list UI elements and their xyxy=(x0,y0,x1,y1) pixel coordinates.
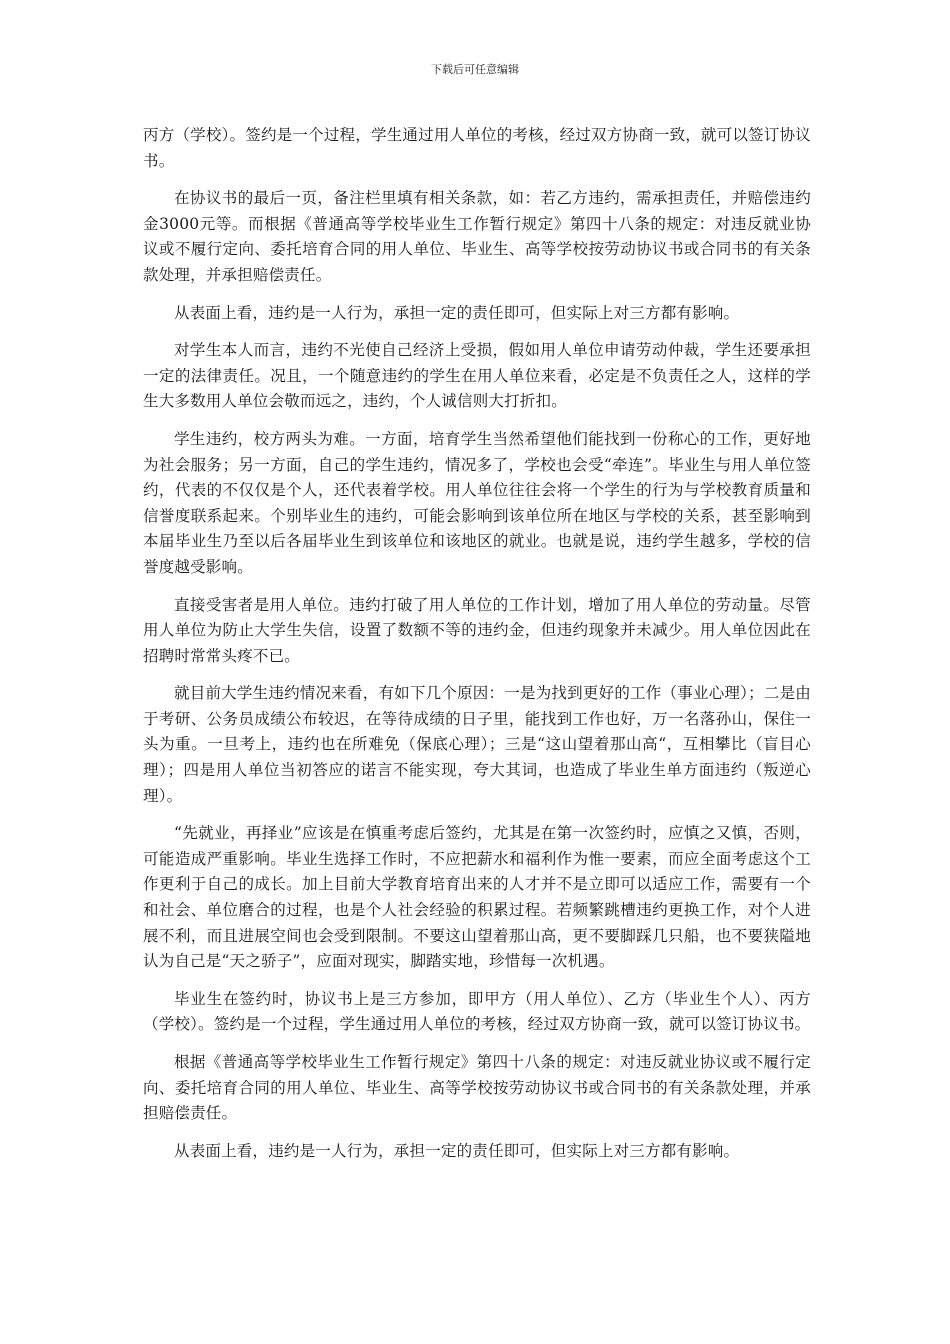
paragraph-agreement-clause: 在协议书的最后一页，备注栏里填有相关条款，如：若乙方违约，需承担责任，并赔偿违约金3000元等。而根据《普通高等学校毕业生工作暂行规定》第四十八条的规定：对违反就业协议或不履行定向、委托培育合同的用人单位、毕业生、高等学校按劳动协议书或合同书的有关条款处理，并承担赔偿责任。 xyxy=(143,189,811,284)
paragraph-surface-view: 从表面上看，违约是一人行为，承担一定的责任即可，但实际上对三方都有影响。 xyxy=(174,303,740,322)
paragraph-continuation: 丙方（学校）。签约是一个过程，学生通过用人单位的考核，经过双方协商一致，就可以签订协议书。 xyxy=(143,126,811,170)
paragraph-employer-impact: 直接受害者是用人单位。违约打破了用人单位的工作计划，增加了用人单位的劳动量。尽管用人单位为防止大学生失信，设置了数额不等的违约金，但违约现象并未减少。用人单位因此在招聘时常常头疼不已。 xyxy=(143,595,811,665)
paragraph-regulation: 根据《普通高等学校毕业生工作暂行规定》第四十八条的规定：对违反就业协议或不履行定向、委托培育合同的用人单位、毕业生、高等学校按劳动协议书或合同书的有关条款处理，并承担赔偿责任。 xyxy=(143,1053,811,1123)
paragraph-school-impact: 学生违约，校方两头为难。一方面，培育学生当然希望他们能找到一份称心的工作，更好地为社会服务；另一方面，自己的学生违约，情况多了，学校也会受“牵连”。毕业生与用人单位签约，代表的不仅仅是个人，还代表着学校。用人单位往往会将一个学生的行为与学校教育质量和信誉度联系起来。个别毕业生的违约，可能会影响到该单位所在地区与学校的关系，甚至影响到本届毕业生乃至以后各届毕业生到该单位和该地区的就业。也就是说，违约学生越多，学校的信誉度越受影响。 xyxy=(143,429,811,576)
page-header: 下载后可任意编辑 xyxy=(431,63,519,76)
paragraph-reasons: 就目前大学生违约情况来看，有如下几个原因：一是为找到更好的工作（事业心理）；二是由于考研、公务员成绩公布较迟，在等待成绩的日子里，能找到工作也好，万一名落孙山，保住一头为重。一旦考上，违约也在所难免（保底心理）；三是“这山望着那山高“，互相攀比（盲目心理）；四是用人单位当初答应的诺言不能实现，夸大其词，也造成了毕业生单方面违约（叛逆心理）。 xyxy=(143,684,811,805)
document-body xyxy=(143,123,811,1176)
paragraph-three-parties: 毕业生在签约时，协议书上是三方参加，即甲方（用人单位）、乙方（毕业生个人）、丙方（学校）。签约是一个过程，学生通过用人单位的考核，经过双方协商一致，就可以签订协议书。 xyxy=(143,989,811,1034)
paragraph-student-impact: 对学生本人而言，违约不光使自己经济上受损，假如用人单位申请劳动仲裁，学生还要承担一定的法律责任。况且，一个随意违约的学生在用人单位来看，必定是不负责任之人，这样的学生大多数用人单位会敬而远之，违约，个人诚信则大打折扣。 xyxy=(143,341,811,411)
paragraph-advice: “先就业，再择业”应该是在慎重考虑后签约，尤其是在第一次签约时，应慎之又慎，否则，可能造成严重影响。毕业生选择工作时，不应把薪水和福利作为惟一要素，而应全面考虑这个工作更利于自己的成长。加上目前大学教育培育出来的人才并不是立即可以适应工作，需要有一个和社会、单位磨合的过程，也是个人社会经验的积累过程。若频繁跳槽违约更换工作，对个人进展不利，而且进展空间也会受到限制。不要这山望着那山高，更不要脚踩几只船，也不要狭隘地认为自己是“天之骄子”，应面对现实，脚踏实地，珍惜每一次机遇。 xyxy=(143,824,811,971)
paragraph-surface-view-repeat: 从表面上看，违约是一人行为，承担一定的责任即可，但实际上对三方都有影响。 xyxy=(174,1141,740,1160)
